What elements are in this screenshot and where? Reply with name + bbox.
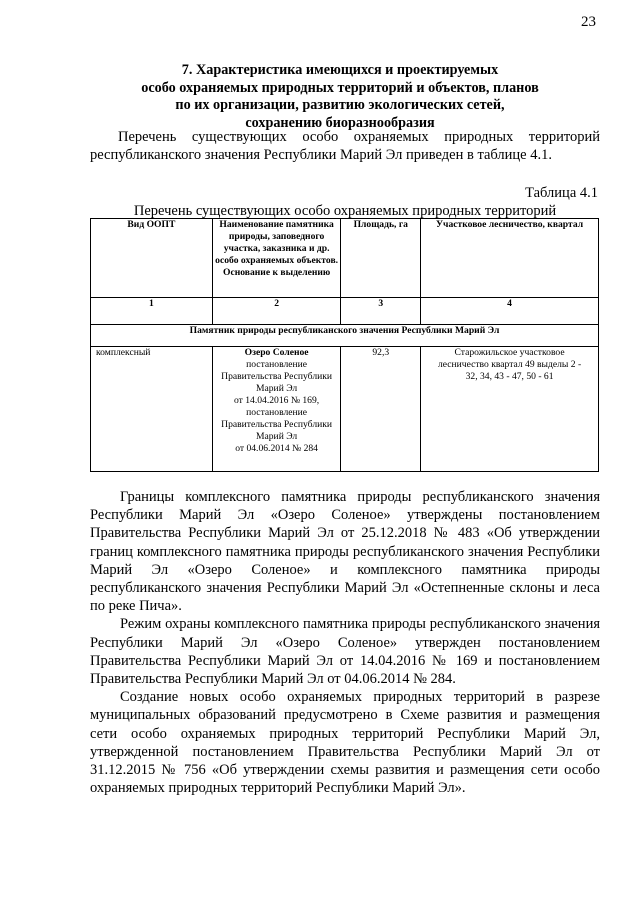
basis-line: Правительства Республики — [221, 371, 333, 382]
cell-type: комплексный — [91, 347, 213, 472]
table-label: Таблица 4.1 — [525, 185, 598, 201]
basis-line: от 04.06.2014 № 284 — [235, 443, 318, 454]
intro-line-1: Перечень существующих особо охраняемых природных территорий — [118, 129, 600, 145]
column-numbers-row — [91, 298, 599, 325]
body-text — [90, 488, 600, 797]
heading-line-4: сохранению биоразнообразия — [245, 114, 435, 131]
basis-line: постановление — [246, 359, 308, 370]
basis-line: постановление — [246, 407, 308, 418]
column-number: 2 — [212, 298, 341, 325]
protected-areas-table — [90, 218, 599, 472]
forestry-line: Старожильское участковое — [454, 347, 565, 358]
forestry-line: 32, 34, 43 - 47, 50 - 61 — [465, 371, 554, 382]
header-type: Вид ООПТ — [91, 219, 213, 298]
basis-line: Правительства Республики — [221, 419, 333, 430]
section-row — [91, 325, 599, 347]
paragraph-new-areas: Создание новых особо охраняемых природных территорий в разрезе муниципальных образований предусмотрено в Схеме развития и размещения сети особо охраняемых природных территорий Республики Марий Эл, утвержденной постановлением Правительства Республики Марий Эл от 31.12.2015 № 756 «Об утверждении схемы развития и размещения сети особо охраняемых природных территорий Республики Марий Эл». — [90, 689, 600, 797]
heading-line-3: по их организации, развитию экологических сетей, — [175, 97, 505, 113]
paragraph-boundaries: Границы комплексного памятника природы республиканского значения Республики Марий Эл «Озеро Соленое» утверждены постановлением Правительства Республики Марий Эл от 25.12.2018 № 483 «Об утверждении границ комплексного памятника природы республиканского значения Республики Марий Эл «Озеро Соленое» и комплексного памятника природы республиканского значения Республики Марий Эл «Остепненные склоны и леса по реке Пича». — [90, 489, 600, 615]
table-row — [91, 347, 599, 472]
section-heading — [80, 62, 600, 132]
column-number: 4 — [421, 298, 599, 325]
intro-paragraph — [90, 128, 600, 164]
table-caption: Перечень существующих особо охраняемых природных территорий — [133, 203, 557, 219]
intro-line-2: республиканского значения Республики Марий Эл приведен в таблице 4.1. — [90, 147, 552, 163]
cell-name — [212, 347, 341, 472]
basis-line: от 14.04.2016 № 169, — [234, 395, 320, 406]
paragraph-protection-regime: Режим охраны комплексного памятника природы республиканского значения Республики Марий Эл «Озеро Соленое» утвержден постановлением Правительства Республики Марий Эл от 14.04.2016 № 169 и постановлением Правительства Республики Марий Эл от 04.06.2014 № 284. — [90, 616, 600, 688]
basis-line: Марий Эл — [255, 431, 298, 442]
column-number: 3 — [341, 298, 421, 325]
header-name: Наименование памятника природы, заповедного участка, заказника и др. особо охраняемых объектов. Основание к выделению — [212, 219, 341, 298]
page-number: 23 — [581, 14, 596, 30]
header-forestry: Участковое лесничество, квартал — [421, 219, 599, 298]
section-title: Памятник природы республиканского значения Республики Марий Эл — [91, 325, 599, 347]
cell-forestry — [421, 347, 599, 472]
cell-area: 92,3 — [341, 347, 421, 472]
heading-line-1: 7. Характеристика имеющихся и проектируемых — [181, 62, 499, 78]
basis-line: Марий Эл — [255, 383, 298, 394]
column-number: 1 — [91, 298, 213, 325]
forestry-line: лесничество квартал 49 выделы 2 - — [437, 359, 582, 370]
monument-name: Озеро Соленое — [244, 347, 309, 358]
header-area: Площадь, га — [341, 219, 421, 298]
heading-line-2: особо охраняемых природных территорий и объектов, планов — [141, 79, 539, 96]
table-header-row — [91, 219, 599, 298]
